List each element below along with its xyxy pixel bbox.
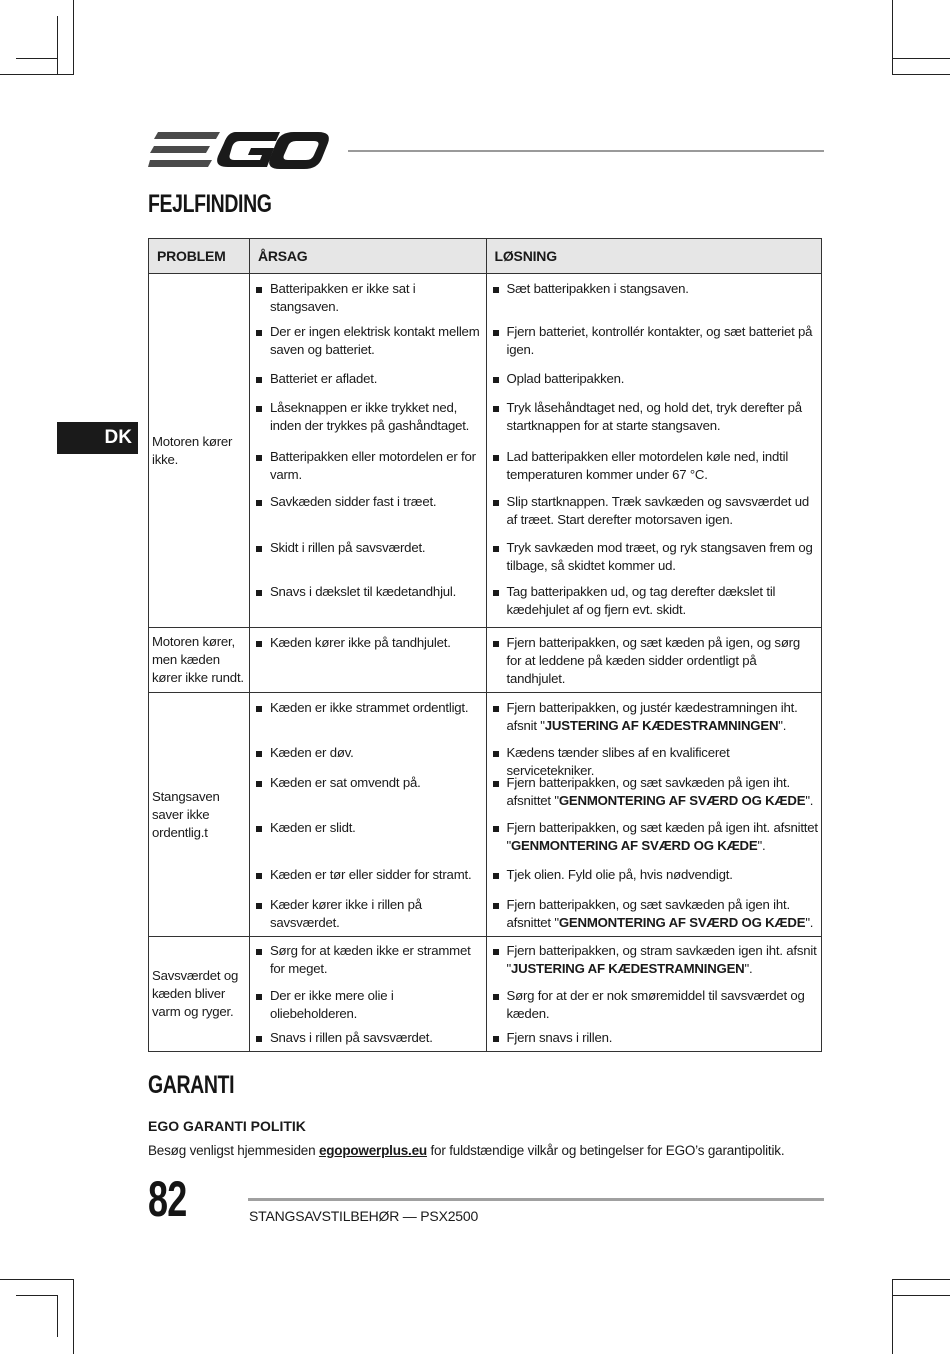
crop-mark	[57, 1295, 58, 1337]
cause-item: Snavs i rillen på savsværdet.	[250, 1029, 486, 1051]
table-header-row	[149, 239, 822, 274]
column-header-cause: ÅRSAG	[249, 239, 486, 274]
column-header-solution: LØSNING	[486, 239, 821, 274]
solution-item: Fjern batteripakken, og sæt savkæden på igen iht. afsnittet "GENMONTERING AF SVÆRD OG KÆDE".	[487, 896, 821, 936]
problem-cell: Stangsaven saver ikke ordentlig.t	[149, 693, 250, 937]
solution-item: Oplad batteripakken.	[487, 370, 821, 399]
solution-cell	[486, 693, 821, 937]
cause-item: Snavs i dækslet til kædetandhjul.	[250, 583, 486, 627]
solution-cell	[486, 937, 821, 1052]
solution-item: Lad batteripakken eller motordelen køle ned, indtil temperaturen kommer under 67 °C.	[487, 448, 821, 493]
ego-logo	[148, 128, 332, 174]
cause-item: Skidt i rillen på savsværdet.	[250, 539, 486, 583]
cause-cell	[249, 274, 486, 628]
cause-item: Låseknappen er ikke trykket ned, inden der trykkes på gashåndtaget.	[250, 399, 486, 448]
header-rule	[348, 150, 824, 152]
warranty-text-pre: Besøg venligst hjemmesiden	[148, 1143, 319, 1158]
solution-item: Slip startknappen. Træk savkæden og savsværdet ud af træet. Start derefter motorsaven igen.	[487, 493, 821, 539]
section-heading-troubleshooting: FEJLFINDING	[148, 190, 272, 218]
crop-mark	[892, 74, 950, 75]
solution-item: Kædens tænder slibes af en kvalificeret servicetekniker.	[487, 744, 821, 774]
solution-item: Sæt batteripakken i stangsaven.	[487, 280, 821, 323]
warranty-text	[148, 1143, 784, 1158]
solution-item: Sørg for at der er nok smøremiddel til savsværdet og kæden.	[487, 987, 821, 1029]
warranty-link[interactable]: egopowerplus.eu	[318, 1143, 427, 1158]
language-tab: DK	[57, 422, 138, 454]
table-row	[149, 628, 822, 693]
solution-item: Fjern batteriet, kontrollér kontakter, og sæt batteriet på igen.	[487, 323, 821, 370]
crop-mark	[892, 58, 950, 59]
problem-cell: Motoren kører, men kæden kører ikke rundt.	[149, 628, 250, 693]
crop-mark	[73, 0, 74, 75]
cause-item: Kæden er døv.	[250, 744, 486, 774]
cause-item: Der er ingen elektrisk kontakt mellem saven og batteriet.	[250, 323, 486, 370]
crop-mark	[0, 1279, 74, 1280]
solution-item: Fjern batteripakken, og justér kædestramningen iht. afsnit "JUSTERING AF KÆDESTRAMNINGEN".	[487, 699, 821, 744]
table-row	[149, 693, 822, 937]
troubleshooting-table	[148, 238, 822, 1052]
cause-item: Kæden er tør eller sidder for stramt.	[250, 866, 486, 896]
column-header-problem: PROBLEM	[149, 239, 250, 274]
solution-item: Tryk låsehåndtaget ned, og hold det, tryk derefter på startknappen for at starte stangsaven.	[487, 399, 821, 448]
section-heading-warranty: GARANTI	[148, 1071, 235, 1099]
footer-rule	[248, 1198, 824, 1201]
cause-item: Batteriet er afladet.	[250, 370, 486, 399]
cause-item: Batteripakken er ikke sat i stangsaven.	[250, 280, 486, 323]
cause-item: Kæder kører ikke i rillen på savsværdet.	[250, 896, 486, 936]
footer-title: STANGSAVSTILBEHØR — PSX2500	[249, 1208, 479, 1224]
cause-item: Kæden er slidt.	[250, 819, 486, 866]
solution-cell	[486, 628, 821, 693]
solution-item: Fjern batteripakken, og sæt savkæden på igen iht. afsnittet "GENMONTERING AF SVÆRD OG KÆDE".	[487, 774, 821, 819]
cause-item: Batteripakken eller motordelen er for varm.	[250, 448, 486, 493]
solution-item: Tjek olien. Fyld olie på, hvis nødvendigt.	[487, 866, 821, 896]
cause-item: Kæden er sat omvendt på.	[250, 774, 486, 819]
crop-mark	[892, 1279, 893, 1354]
warranty-subheading: EGO GARANTI POLITIK	[148, 1118, 306, 1134]
crop-mark	[16, 58, 57, 59]
solution-item: Fjern batteripakken, og sæt kæden på igen, og sørg for at leddene på kæden sidder ordentligt på tandhjulet.	[487, 634, 821, 688]
crop-mark	[57, 16, 58, 75]
cause-cell	[249, 693, 486, 937]
table-row	[149, 937, 822, 1052]
cause-item: Kæden er ikke strammet ordentligt.	[250, 699, 486, 744]
crop-mark	[892, 1279, 950, 1280]
cause-cell	[249, 628, 486, 693]
warranty-text-post: for fuldstændige vilkår og betingelser for EGO’s garantipolitik.	[426, 1143, 785, 1158]
problem-cell: Savsværdet og kæden bliver varm og ryger.	[149, 937, 250, 1052]
cause-item: Der er ikke mere olie i oliebeholderen.	[250, 987, 486, 1029]
cause-item: Sørg for at kæden ikke er strammet for meget.	[250, 942, 486, 987]
problem-cell: Motoren kører ikke.	[149, 274, 250, 628]
solution-item: Tag batteripakken ud, og tag derefter dækslet til kædehjulet af og fjern evt. skidt.	[487, 583, 821, 627]
crop-mark	[16, 1295, 57, 1296]
crop-mark	[892, 1295, 950, 1296]
solution-item: Tryk savkæden mod træet, og ryk stangsaven frem og tilbage, så skidtet kommer ud.	[487, 539, 821, 583]
crop-mark	[0, 74, 74, 75]
solution-cell	[486, 274, 821, 628]
solution-item: Fjern batteripakken, og sæt kæden på igen iht. afsnittet "GENMONTERING AF SVÆRD OG KÆDE".	[487, 819, 821, 866]
cause-cell	[249, 937, 486, 1052]
cause-item: Kæden kører ikke på tandhjulet.	[250, 634, 486, 652]
crop-mark	[892, 0, 893, 75]
table-row	[149, 274, 822, 628]
solution-item: Fjern snavs i rillen.	[487, 1029, 821, 1051]
page-number: 82	[148, 1171, 187, 1227]
solution-item: Fjern batteripakken, og stram savkæden igen iht. afsnit "JUSTERING AF KÆDESTRAMNINGEN".	[487, 942, 821, 987]
cause-item: Savkæden sidder fast i træet.	[250, 493, 486, 539]
crop-mark	[73, 1279, 74, 1354]
